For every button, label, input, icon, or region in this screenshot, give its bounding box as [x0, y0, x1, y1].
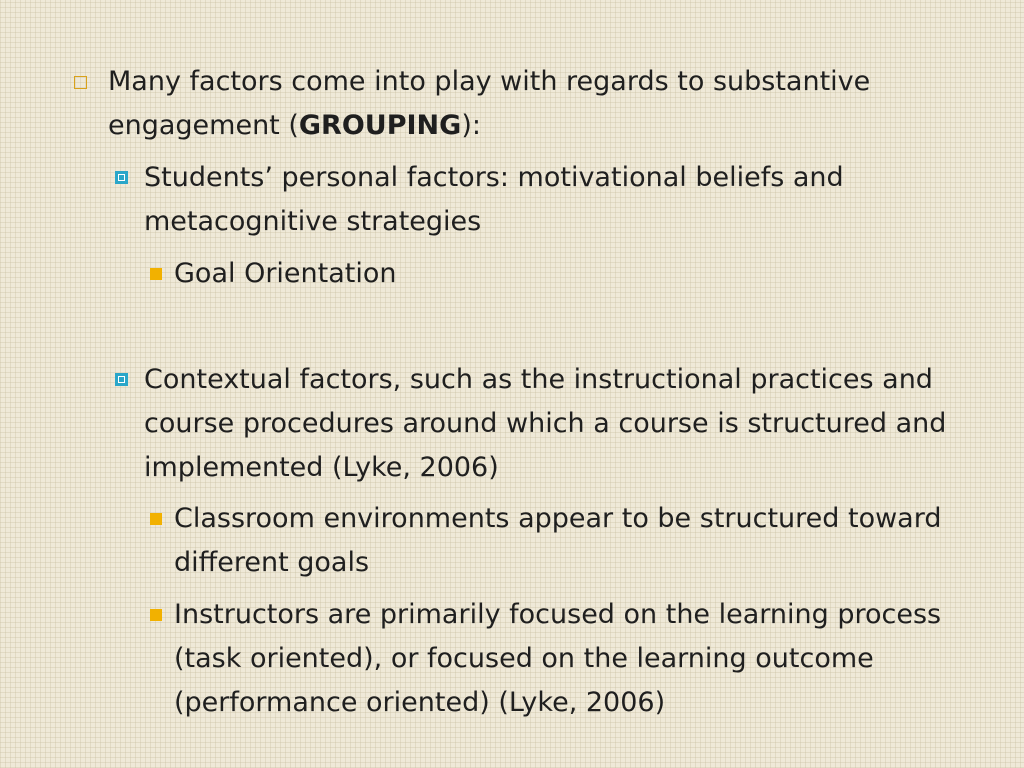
hollow-square-bullet-icon: [74, 76, 87, 89]
bullet-level3-instructors-focus: [146, 593, 954, 725]
bullet-text: Classroom environments appear to be structured toward different goals: [174, 503, 942, 578]
bullet-text: Students’ personal factors: motivational beliefs and metacognitive strategies: [144, 162, 844, 237]
filled-square-bullet-icon: [150, 513, 162, 525]
bullet-text: Contextual factors, such as the instructional practices and course procedures around which a course is structured and implemented (Lyke, 2006): [144, 364, 947, 483]
bullet-text: Goal Orientation: [174, 258, 397, 289]
bullet-level1-grouping: [74, 60, 988, 148]
bullet-bold-text: GROUPING: [298, 110, 462, 141]
bullet-text: [108, 60, 988, 148]
boxed-square-bullet-icon: [115, 373, 128, 386]
bullet-level3-classroom-environments: [146, 497, 954, 585]
filled-square-bullet-icon: [150, 609, 162, 621]
bullet-text-after: ):: [461, 110, 481, 141]
bullet-level3-goal-orientation: [146, 252, 954, 296]
bullet-text: Instructors are primarily focused on the learning process (task oriented), or focused on the learning outcome (performance oriented) (Lyke, 2006): [174, 599, 942, 718]
bullet-level2-contextual-factors: [112, 358, 964, 490]
boxed-square-bullet-icon: [115, 171, 128, 184]
filled-square-bullet-icon: [150, 268, 162, 280]
bullet-text-before: Many factors come into play with regards to substantive engagement (: [108, 66, 871, 141]
bullet-level2-personal-factors: [112, 156, 964, 244]
